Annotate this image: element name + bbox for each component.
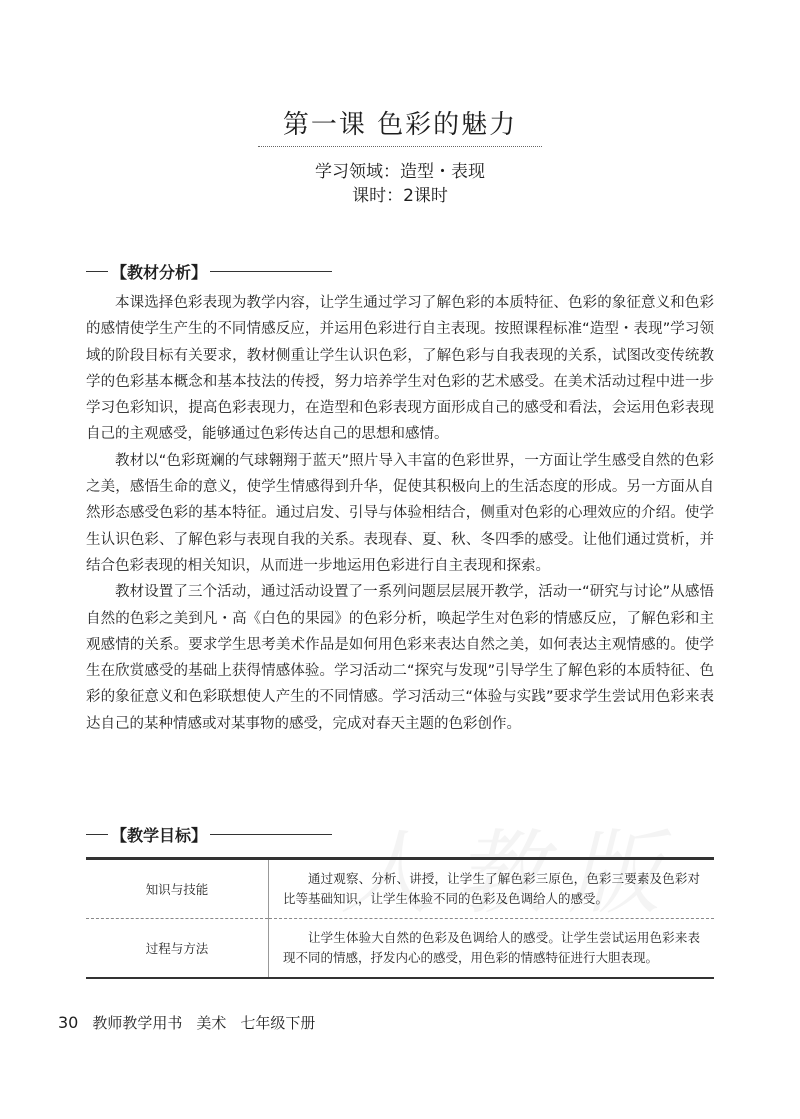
section-heading-goals xyxy=(86,822,332,846)
goal-description: 通过观察、分析、讲授，让学生了解色彩三原色，色彩三要素及色彩对比等基础知识，让学生体验不同的色彩及色调给人的感受。 xyxy=(269,859,715,919)
page-footer xyxy=(58,1012,315,1033)
analysis-body xyxy=(86,290,714,737)
page-number: 30 xyxy=(58,1013,79,1032)
section-heading-analysis xyxy=(86,259,332,283)
goal-description: 让学生体验大自然的色彩及色调给人的感受。让学生尝试运用色彩来表现不同的情感，抒发内心的感受，用色彩的情感特征进行大胆表现。 xyxy=(269,919,715,979)
class-hours: 课时：2课时 xyxy=(352,186,448,206)
paragraph: 教材设置了三个活动，通过活动设置了一系列问题层层展开教学，活动一“研究与讨论”从感悟自然的色彩之美到凡・高《白色的果园》的色彩分析，唤起学生对色彩的情感反应，了解色彩和主观感情的关系。要求学生思考美术作品是如何用色彩来表达自然之美，如何表达主观情感的。使学生在欣赏感受的基础上获得情感体验。学习活动二“探究与发现”引导学生了解色彩的本质特征、色彩的象征意义和色彩联想使人产生的不同情感。学习活动三“体验与实践”要求学生尝试用色彩来表达自己的某种情感或对某事物的感受，完成对春天主题的色彩创作。 xyxy=(86,584,714,732)
paragraph: 教材以“色彩斑斓的气球翱翔于蓝天”照片导入丰富的色彩世界，一方面让学生感受自然的色彩之美，感悟生命的意义，使学生情感得到升华，促使其积极向上的生活态度的形成。另一方面从自然形态感受色彩的基本特征。通过启发、引导与体验相结合，侧重对色彩的心理效应的介绍。使学生认识色彩、了解色彩与表现自我的关系。表现春、夏、秋、冬四季的感受。让他们通过赏析，并结合色彩表现的相关知识，从而进一步地运用色彩进行自主表现和探索。 xyxy=(86,452,714,574)
paragraph: 本课选择色彩表现为教学内容，让学生通过学习了解色彩的本质特征、色彩的象征意义和色彩的感情使学生产生的不同情感反应，并运用色彩进行自主表现。按照课程标准“造型・表现”学习领域的阶段目标有关要求，教材侧重让学生认识色彩，了解色彩与自我表现的关系，试图改变传统教学的色彩基本概念和基本技法的传授，努力培养学生对色彩的艺术感受。在美术活动过程中进一步学习色彩知识，提高色彩表现力，在造型和色彩表现方面形成自己的感受和看法，会运用色彩表现自己的主观感受，能够通过色彩传达自己的思想和感情。 xyxy=(86,295,714,443)
footer-subject: 美术 xyxy=(196,1014,227,1032)
table-row xyxy=(86,919,714,979)
footer-book: 教师教学用书 xyxy=(92,1014,183,1032)
goal-category: 过程与方法 xyxy=(86,919,269,979)
table-row xyxy=(86,859,714,919)
heading-rule xyxy=(210,271,332,272)
goal-category: 知识与技能 xyxy=(86,859,269,919)
section-heading-label: 【教学目标】 xyxy=(111,825,208,845)
heading-rule xyxy=(210,834,332,835)
heading-rule xyxy=(86,834,108,835)
learning-domain: 学习领域：造型・表现 xyxy=(315,162,485,182)
title-divider xyxy=(258,146,542,147)
section-heading-label: 【教材分析】 xyxy=(111,262,208,282)
heading-rule xyxy=(86,271,108,272)
footer-grade: 七年级下册 xyxy=(240,1014,316,1032)
lesson-title: 第一课 色彩的魅力 xyxy=(282,110,518,140)
goals-table xyxy=(86,857,714,979)
